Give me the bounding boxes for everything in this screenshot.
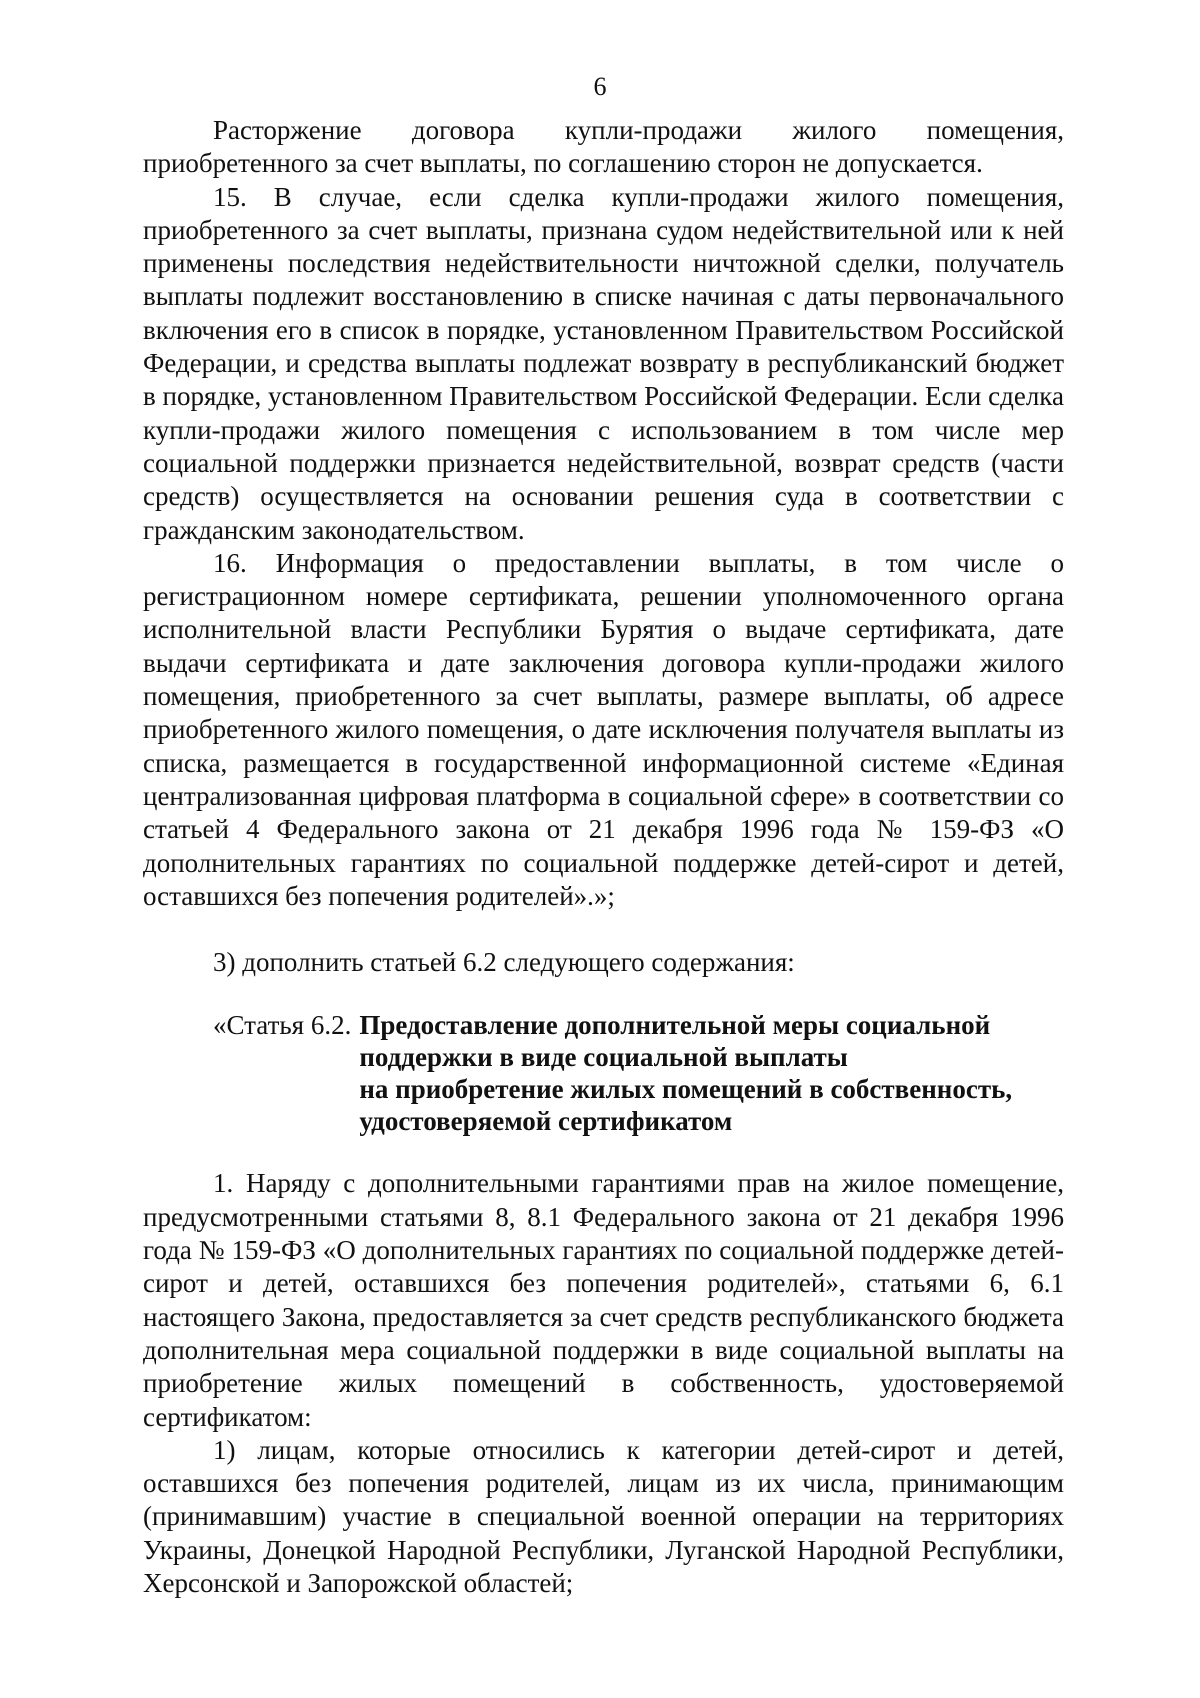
article-title-line: поддержки в виде социальной выплаты xyxy=(359,1042,848,1073)
page-number: 6 xyxy=(593,72,607,101)
paragraph-termination-clause: Расторжение договора купли-продажи жилого помещения, приобретенного за счет выплаты, по соглашению сторон не допускается. xyxy=(143,115,1064,179)
amendment-item-3: 3) дополнить статьей 6.2 следующего содержания: xyxy=(213,947,795,978)
paragraph-item-16: 16. Информация о предоставлении выплаты, в том числе о регистрационном номере сертификата, решении уполномоченного органа исполнительной власти Республики Бурятия о выдаче сертификата, дате выдачи сертификата и дате заключения договора купли-продажи жилого помещения, приобретенного за счет выплаты, размере выплаты, об адресе приобретенного жилого помещения, о дате исключения получателя выплаты из списка, размещается в государственной информационной системе «Единая централизованная цифровая платформа в социальной сфере» в соответствии со статьей 4 Федерального закона от 21 декабря 1996 года № 159-ФЗ «О дополнительных гарантиях по социальной поддержке детей-сирот и детей, оставшихся без попечения родителей».»; xyxy=(143,547,1064,911)
article-title xyxy=(359,1009,1064,1137)
article-subitem-1: 1) лицам, которые относились к категории детей-сирот и детей, оставшихся без попечения родителей, лицам из их числа, принимающим (принимавшим) участие в специальной военной операции на территориях Украины, Донецкой Народной Республики, Луганской Народной Республики, Херсонской и Запорожской областей; xyxy=(143,1434,1064,1598)
document-body xyxy=(143,114,1064,1600)
article-title-line: на приобретение жилых помещений в собственность, xyxy=(359,1074,1013,1105)
article-label: «Статья 6.2. xyxy=(213,1010,352,1041)
article-paragraph-1: 1. Наряду с дополнительными гарантиями прав на жилое помещение, предусмотренными статьями 8, 8.1 Федерального закона от 21 декабря 1996 года № 159-ФЗ «О дополнительных гарантиях по социальной поддержке детей-сирот и детей, оставшихся без попечения родителей», статьями 6, 6.1 настоящего Закона, предоставляется за счет средств республиканского бюджета дополнительная мера социальной поддержки в виде социальной выплаты на приобретение жилых помещений в собственность, удостоверяемой сертификатом: xyxy=(143,1168,1064,1432)
article-heading xyxy=(143,1009,1064,1137)
article-title-line: удостоверяемой сертификатом xyxy=(359,1106,733,1137)
article-title-line: Предоставление дополнительной меры социальной xyxy=(359,1010,991,1041)
paragraph-item-15: 15. В случае, если сделка купли-продажи жилого помещения, приобретенного за счет выплаты, признана судом недействительной или к ней применены последствия недействительности ничтожной сделки, получатель выплаты подлежит восстановлению в списке начиная с даты первоначального включения его в список в порядке, установленном Правительством Российской Федерации, и средства выплаты подлежат возврату в республиканский бюджет в порядке, установленном Правительством Российской Федерации. Если сделка купли-продажи жилого помещения с использованием в том числе мер социальной поддержки признается недействительной, возврат средств (части средств) осуществляется на основании решения суда в соответствии с гражданским законодательством. xyxy=(143,181,1064,545)
